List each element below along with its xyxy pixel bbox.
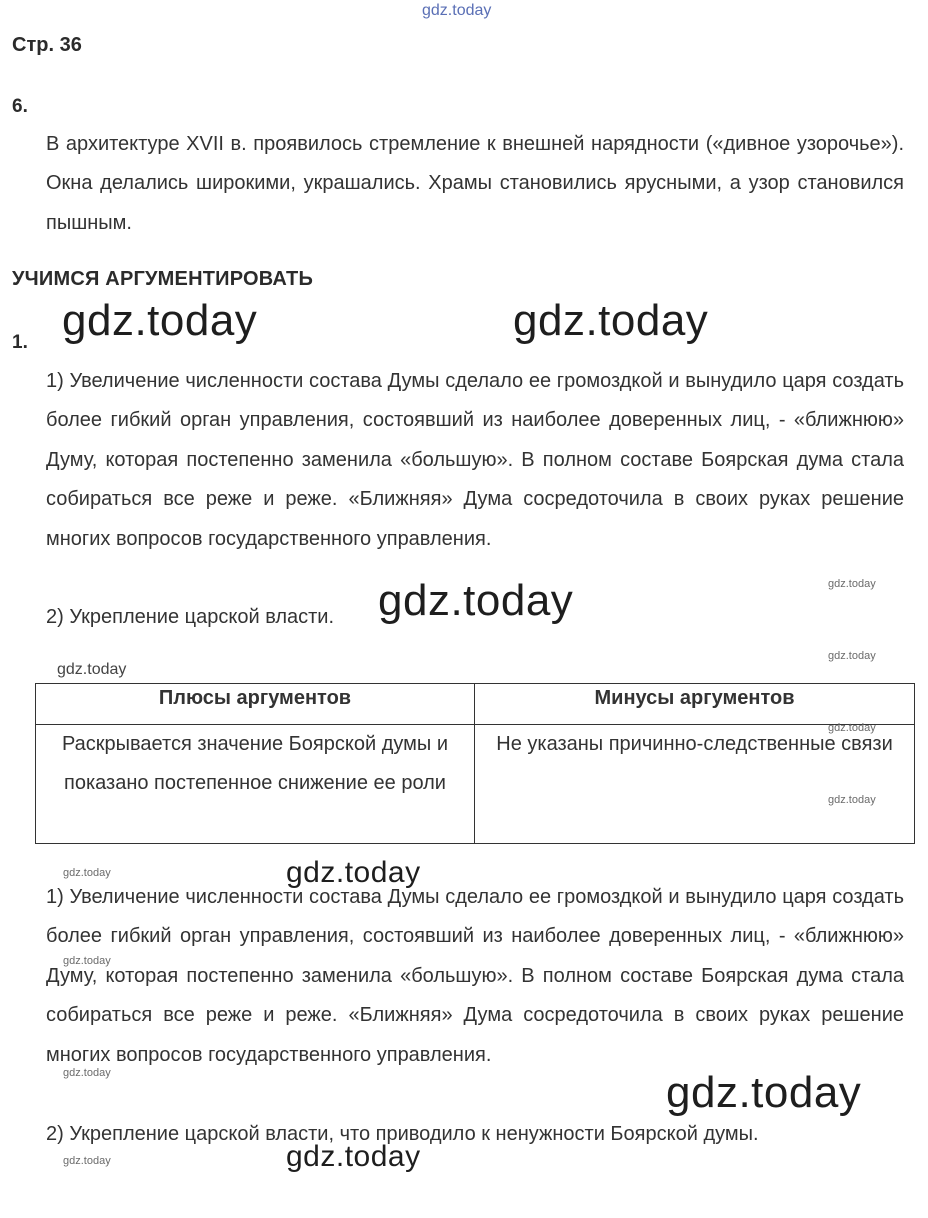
- watermark: gdz.today: [63, 955, 111, 967]
- watermark: gdz.today: [378, 576, 574, 625]
- answer-second-point-1: 1) Увеличение численности состава Думы сделало ее громоздкой и вынудило царя создать более гибкий орган управления, состоявший из наиболее доверенных лиц, - «ближнюю» Думу, которая постепенно заменила «большую». В полном составе Боярская дума стала собираться все реже и реже. «Ближняя» Дума сосредоточила в своих руках решение многих вопросов государственного управления.: [46, 886, 904, 1066]
- answer-first-point-2: 2) Укрепление царской власти.: [46, 606, 335, 628]
- watermark: gdz.today: [57, 661, 127, 678]
- table-row: [36, 725, 915, 844]
- watermark: gdz.today: [286, 1140, 421, 1173]
- watermark: gdz.today: [286, 856, 421, 889]
- watermark-top: gdz.today: [422, 2, 492, 19]
- table-header-cons: Минусы аргументов: [475, 684, 915, 725]
- table-header-row: [36, 684, 915, 725]
- page-label: Стр. 36: [12, 34, 82, 56]
- watermark: gdz.today: [63, 1155, 111, 1167]
- watermark: gdz.today: [828, 650, 876, 662]
- watermark: gdz.today: [63, 1067, 111, 1079]
- task-number-1: 1.: [12, 332, 28, 353]
- watermark: gdz.today: [828, 794, 876, 806]
- table-header-pros: Плюсы аргументов: [36, 684, 475, 725]
- watermark: gdz.today: [62, 296, 258, 345]
- table-cell-pros: Раскрывается значение Боярской думы и показано постепенное снижение ее роли: [36, 725, 475, 844]
- answer-first-point-1: 1) Увеличение численности состава Думы сделало ее громоздкой и вынудило царя создать более гибкий орган управления, состоявший из наиболее доверенных лиц, - «ближнюю» Думу, которая постепенно заменила «большую». В полном составе Боярская дума стала собираться все реже и реже. «Ближняя» Дума сосредоточила в своих руках решение многих вопросов государственного управления.: [46, 370, 904, 550]
- table-cell-cons: Не указаны причинно-следственные связи: [475, 725, 915, 844]
- watermark: gdz.today: [513, 296, 709, 345]
- answer-second-point-2: 2) Укрепление царской власти, что приводило к ненужности Боярской думы.: [46, 1123, 759, 1145]
- section-heading: УЧИМСЯ АРГУМЕНТИРОВАТЬ: [12, 268, 314, 290]
- watermark: gdz.today: [666, 1068, 862, 1117]
- watermark: gdz.today: [63, 867, 111, 879]
- task-6-text: В архитектуре XVII в. проявилось стремление к внешней нарядности («дивное узорочье»). Окна делались широкими, украшались. Храмы становились ярусными, а узор становился пышным.: [46, 133, 904, 234]
- task-number-6: 6.: [12, 96, 28, 117]
- arguments-table: [35, 683, 915, 844]
- watermark: gdz.today: [828, 578, 876, 590]
- watermark: gdz.today: [828, 722, 876, 734]
